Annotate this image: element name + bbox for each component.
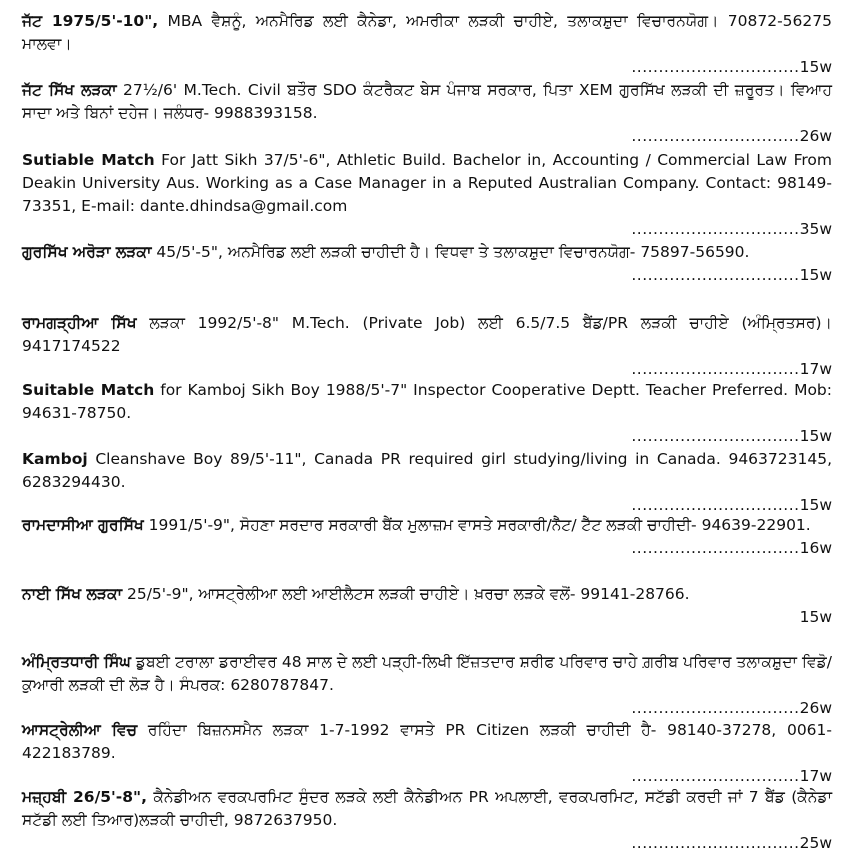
ad-size: 15w (799, 608, 832, 626)
ad-text (22, 79, 832, 125)
ad-body: MBA ਵੈਸ਼ਨੂੰ, ਅਨਮੈਰਿਡ ਲਈ ਕੈਨੇਡਾ, ਅਮਰੀਕਾ ਲੜਕੀ ਚਾਹੀਏ, ਤਲਾਕਸ਼ੁਦਾ ਵਿਚਾਰਨਯੋਗ। 70872-56275 ਮਾਲਵਾ। (22, 12, 832, 53)
ad-size-line (22, 218, 832, 241)
ad-body: ਰਹਿੰਦਾ ਬਿਜ਼ਨਸਮੈਨ ਲੜਕਾ 1-7-1992 ਵਾਸਤੇ PR Citizen ਲੜਕੀ ਚਾਹੀਦੀ ਹੈ- 98140-37278, 0061-422183789. (22, 721, 832, 762)
dot-leader: ............................... (631, 360, 800, 378)
ad-size: 15w (799, 496, 832, 514)
ad-size: 16w (799, 539, 832, 557)
ad-size: 17w (799, 360, 832, 378)
ad-body: 1991/5'-9", ਸੋਹਣਾ ਸਰਦਾਰ ਸਰਕਾਰੀ ਬੈਂਕ ਮੁਲਾਜ਼ਮ ਵਾਸਤੇ ਸਰਕਾਰੀ/ਨੈੱਟ/ ਟੈੱਟ ਲੜਕੀ ਚਾਹੀਦੀ- 94639-22901. (143, 516, 811, 534)
ad-heading: ਜੱਟ 1975/5'-10", (22, 12, 159, 30)
ad-body: 25/5'-9", ਆਸਟ੍ਰੇਲੀਆ ਲਈ ਆਈਲੈਟਸ ਲੜਕੀ ਚਾਹੀਏ। ਖ਼ਰਚਾ ਲੜਕੇ ਵਲੋਂ- 99141-28766. (122, 585, 690, 603)
ad-heading: Sutiable Match (22, 151, 155, 169)
ad-heading: ਰਾਮਦਾਸੀਆ ਗੁਰਸਿੱਖ (22, 516, 144, 534)
ad-text (22, 312, 832, 358)
ad-2 (22, 79, 832, 148)
ad-text (22, 379, 832, 425)
ad-text (22, 149, 832, 218)
ad-heading: ਗੁਰਸਿੱਖ ਅਰੋੜਾ ਲੜਕਾ (22, 243, 152, 261)
ad-body: ਕੈਨੇਡੀਅਨ ਵਰਕਪਰਮਿਟ ਸੁੰਦਰ ਲੜਕੇ ਲਈ ਕੈਨੇਡੀਅਨ PR ਅਪਲਾਈ, ਵਰਕਪਰਮਿਟ, ਸਟੱਡੀ ਕਰਦੀ ਜਾਂ 7 ਬੈਂਡ (ਕੈਨੇਡਾ ਸਟੱਡੀ ਲਈ ਤਿਆਰ)ਲੜਕੀ ਚਾਹੀਦੀ, 9872637950. (22, 788, 833, 829)
ad-heading: ਰਾਮਗੜ੍ਹੀਆ ਸਿੱਖ (22, 314, 137, 332)
ad-8 (22, 514, 832, 560)
ad-body: 27½/6' M.Tech. Civil ਬਤੌਰ SDO ਕੰਟਰੈਕਟ ਬੇਸ ਪੰਜਾਬ ਸਰਕਾਰ, ਪਿਤਾ XEM ਗੁਰਸਿੱਖ ਲੜਕੀ ਦੀ ਜ਼ਰੂਰਤ। ਵਿਆਹ ਸਾਦਾ ਅਤੇ ਬਿਨਾਂ ਦਹੇਜ। ਜਲੰਧਰ- 9988393158. (22, 81, 832, 122)
ad-size: 26w (799, 699, 832, 717)
dot-leader: ............................... (631, 539, 800, 557)
ad-size: 35w (799, 220, 832, 238)
ad-body: Cleanshave Boy 89/5'-11", Canada PR required girl studying/living in Canada. 9463723145, 6283294430. (22, 450, 832, 491)
ad-text (22, 514, 832, 537)
ad-text (22, 583, 832, 606)
ad-text (22, 241, 832, 264)
ad-12 (22, 786, 832, 855)
ad-7 (22, 448, 832, 517)
dot-leader: ............................... (631, 127, 800, 145)
ad-size: 15w (799, 58, 832, 76)
ad-size: 17w (799, 767, 832, 785)
dot-leader: ............................... (631, 496, 800, 514)
ad-5 (22, 312, 832, 381)
ad-size-line (22, 56, 832, 79)
dot-leader: ............................... (631, 220, 800, 238)
ad-heading: ਆਸਟ੍ਰੇਲੀਆ ਵਿਚ (22, 721, 138, 739)
ad-1 (22, 10, 832, 79)
dot-leader: ............................... (631, 767, 800, 785)
ad-text (22, 651, 832, 697)
ad-text (22, 10, 832, 56)
ad-body: For Jatt Sikh 37/5'-6", Athletic Build. Bachelor in, Accounting / Commercial Law From Deakin University Aus. Working as a Case Manager in a Reputed Australian Company. Contact: 98149-73351, E-mail: dante.dhindsa@gmail.com (22, 151, 832, 215)
ad-size-line (22, 425, 832, 448)
ad-body: for Kamboj Sikh Boy 1988/5'-7" Inspector Cooperative Deptt. Teacher Preferred. Mob: 94631-78750. (22, 381, 832, 422)
ad-size-line (22, 697, 832, 720)
ad-body: ਡੁਬਈ ਟਰਾਲਾ ਡਰਾਈਵਰ 48 ਸਾਲ ਦੇ ਲਈ ਪੜ੍ਹੀ-ਲਿਖੀ ਇੱਜ਼ਤਦਾਰ ਸ਼ਰੀਫ ਪਰਿਵਾਰ ਚਾਹੇ ਗ਼ਰੀਬ ਪਰਿਵਾਰ ਤਲਾਕਸ਼ੁਦਾ ਵਿਡੋ/ਕੁਆਰੀ ਲੜਕੀ ਦੀ ਲੋੜ ਹੈ। ਸੰਪਰਕ: 6280787847. (22, 653, 832, 694)
ad-text (22, 719, 832, 765)
ad-size-line (22, 832, 832, 855)
ad-3 (22, 149, 832, 241)
ad-11 (22, 719, 832, 788)
ad-heading: ਜੱਟ ਸਿੱਖ ਲੜਕਾ (22, 81, 117, 99)
ad-size-line (22, 358, 832, 381)
ad-heading: ਅੰਮ੍ਰਿਤਧਾਰੀ ਸਿੰਘ (22, 653, 131, 671)
ad-size-line (22, 125, 832, 148)
ad-heading: Suitable Match (22, 381, 155, 399)
ad-size: 25w (799, 834, 832, 852)
ad-heading: ਨਾਈ ਸਿੱਖ ਲੜਕਾ (22, 585, 123, 603)
ad-size: 15w (799, 266, 832, 284)
ad-size-line (22, 765, 832, 788)
ad-text (22, 786, 832, 832)
ad-body: ਲੜਕਾ 1992/5'-8" M.Tech. (Private Job) ਲਈ 6.5/7.5 ਬੈਂਡ/PR ਲੜਕੀ ਚਾਹੀਏ (ਅੰਮ੍ਰਿਤਸਰ)। 9417174522 (22, 314, 832, 355)
dot-leader: ............................... (631, 58, 800, 76)
ad-9 (22, 583, 832, 629)
ad-10 (22, 651, 832, 720)
dot-leader: ............................... (631, 427, 800, 445)
ad-body: 45/5'-5", ਅਨਮੈਰਿਡ ਲਈ ਲੜਕੀ ਚਾਹੀਦੀ ਹੈ। ਵਿਧਵਾ ਤੇ ਤਲਾਕਸ਼ੁਦਾ ਵਿਚਾਰਨਯੋਗ- 75897-56590. (151, 243, 750, 261)
ad-size: 15w (799, 427, 832, 445)
ad-heading: Kamboj (22, 450, 88, 468)
ad-heading: ਮਜ਼੍ਹਬੀ 26/5'-8", (22, 788, 147, 806)
ad-text (22, 448, 832, 494)
ad-size-line (22, 537, 832, 560)
ad-size-line (22, 606, 832, 629)
ad-size: 26w (799, 127, 832, 145)
dot-leader: ............................... (631, 834, 800, 852)
ad-4 (22, 241, 832, 287)
ad-size-line (22, 264, 832, 287)
ad-6 (22, 379, 832, 448)
dot-leader: ............................... (631, 699, 800, 717)
dot-leader: ............................... (631, 266, 800, 284)
